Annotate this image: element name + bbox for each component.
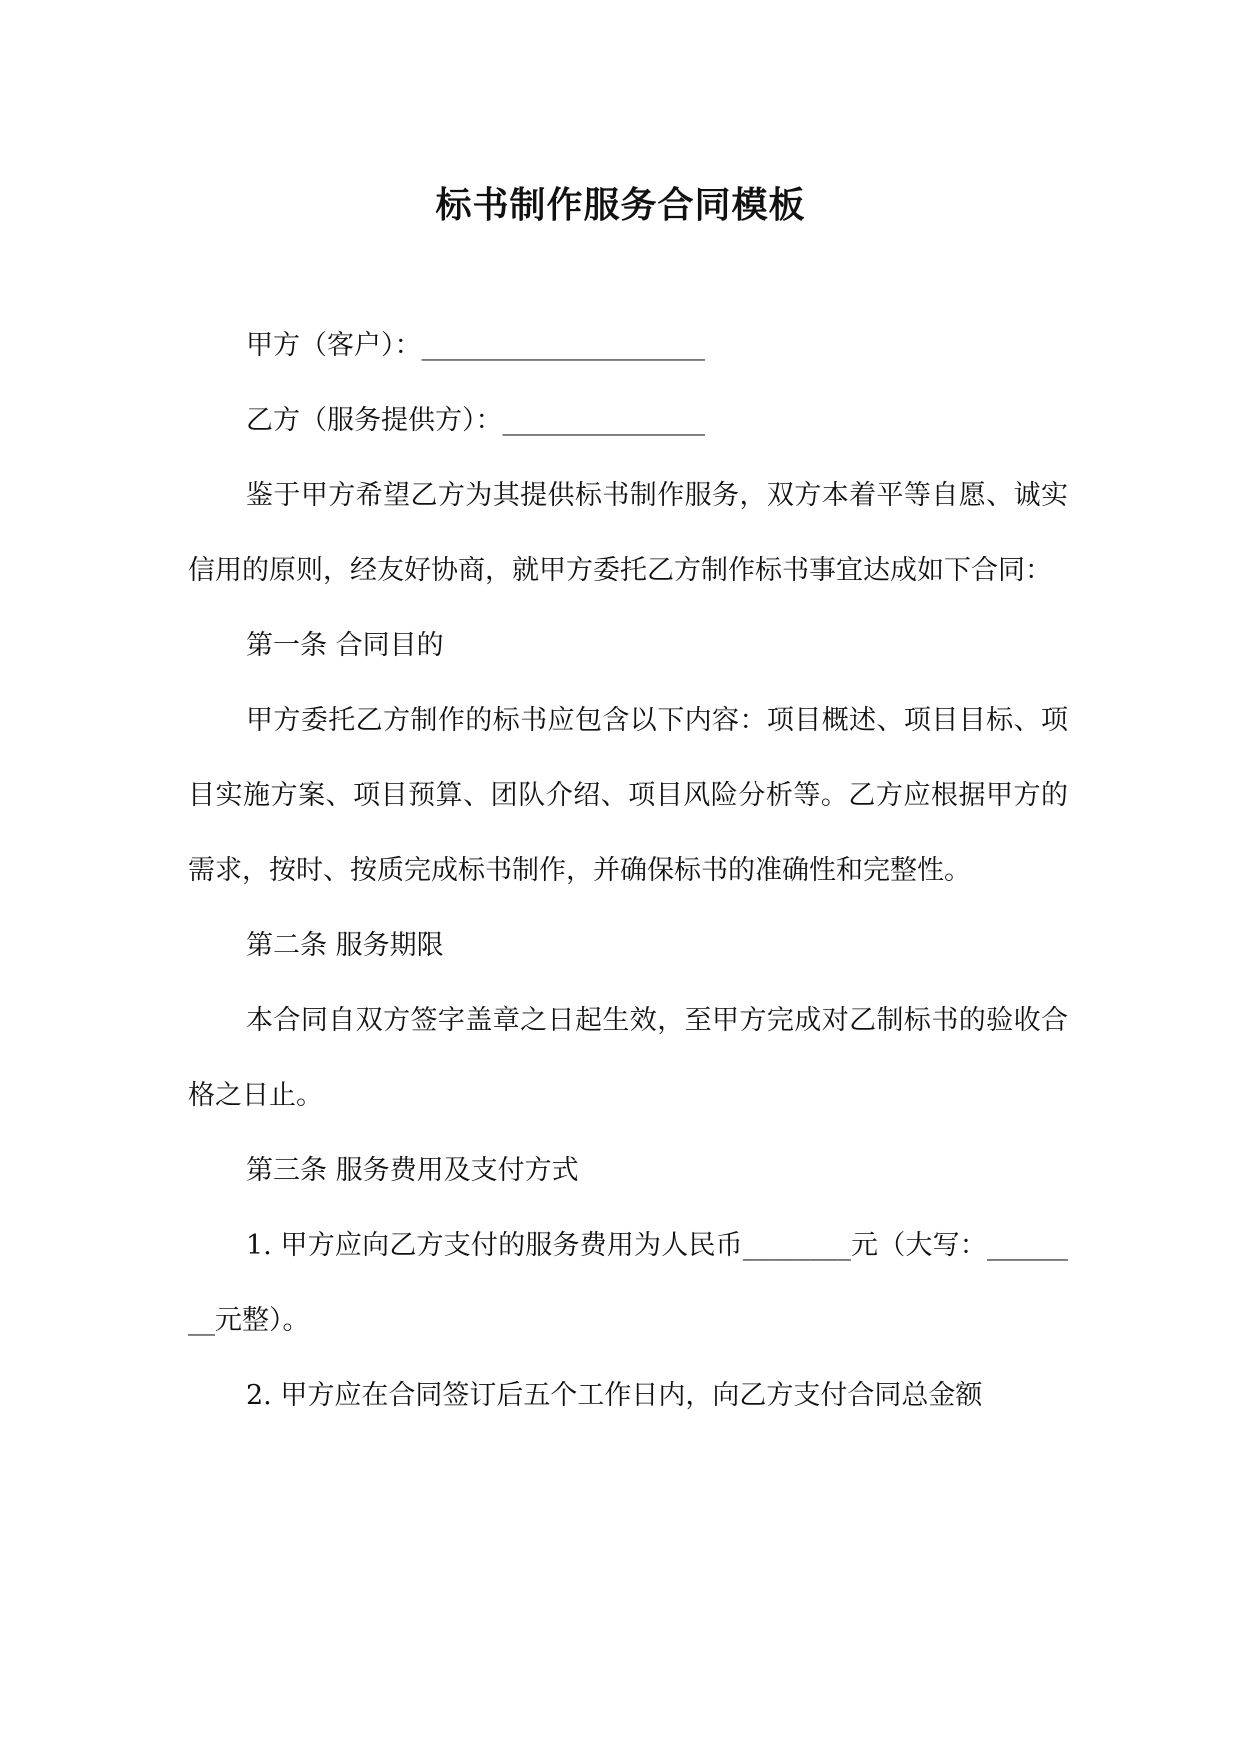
document-body	[188, 308, 1068, 1433]
article-2-paragraph: 本合同自双方签字盖章之日起生效，至甲方完成对乙制标书的验收合格之日止。	[188, 1005, 1068, 1111]
party-a-line: 甲方（客户）：_____________________	[246, 330, 705, 361]
preamble-paragraph: 鉴于甲方希望乙方为其提供标书制作服务，双方本着平等自愿、诚实信用的原则，经友好协商，就甲方委托乙方制作标书事宜达成如下合同：	[188, 480, 1068, 586]
article-1-paragraph: 甲方委托乙方制作的标书应包含以下内容：项目概述、项目目标、项目实施方案、项目预算、团队介绍、项目风险分析等。乙方应根据甲方的需求，按时、按质完成标书制作，并确保标书的准确性和完整性。	[188, 705, 1068, 886]
article-3-item-1: 1. 甲方应向乙方支付的服务费用为人民币________元（大写：________元整）。	[188, 1230, 1068, 1336]
article-2-heading: 第二条 服务期限	[246, 930, 444, 961]
article-3-heading: 第三条 服务费用及支付方式	[246, 1155, 579, 1186]
article-1-heading: 第一条 合同目的	[246, 630, 444, 661]
document-title: 标书制作服务合同模板	[435, 184, 806, 226]
party-b-line: 乙方（服务提供方）：_______________	[246, 405, 705, 436]
article-3-item-2: 2. 甲方应在合同签订后五个工作日内，向乙方支付合同总金额	[246, 1380, 983, 1411]
